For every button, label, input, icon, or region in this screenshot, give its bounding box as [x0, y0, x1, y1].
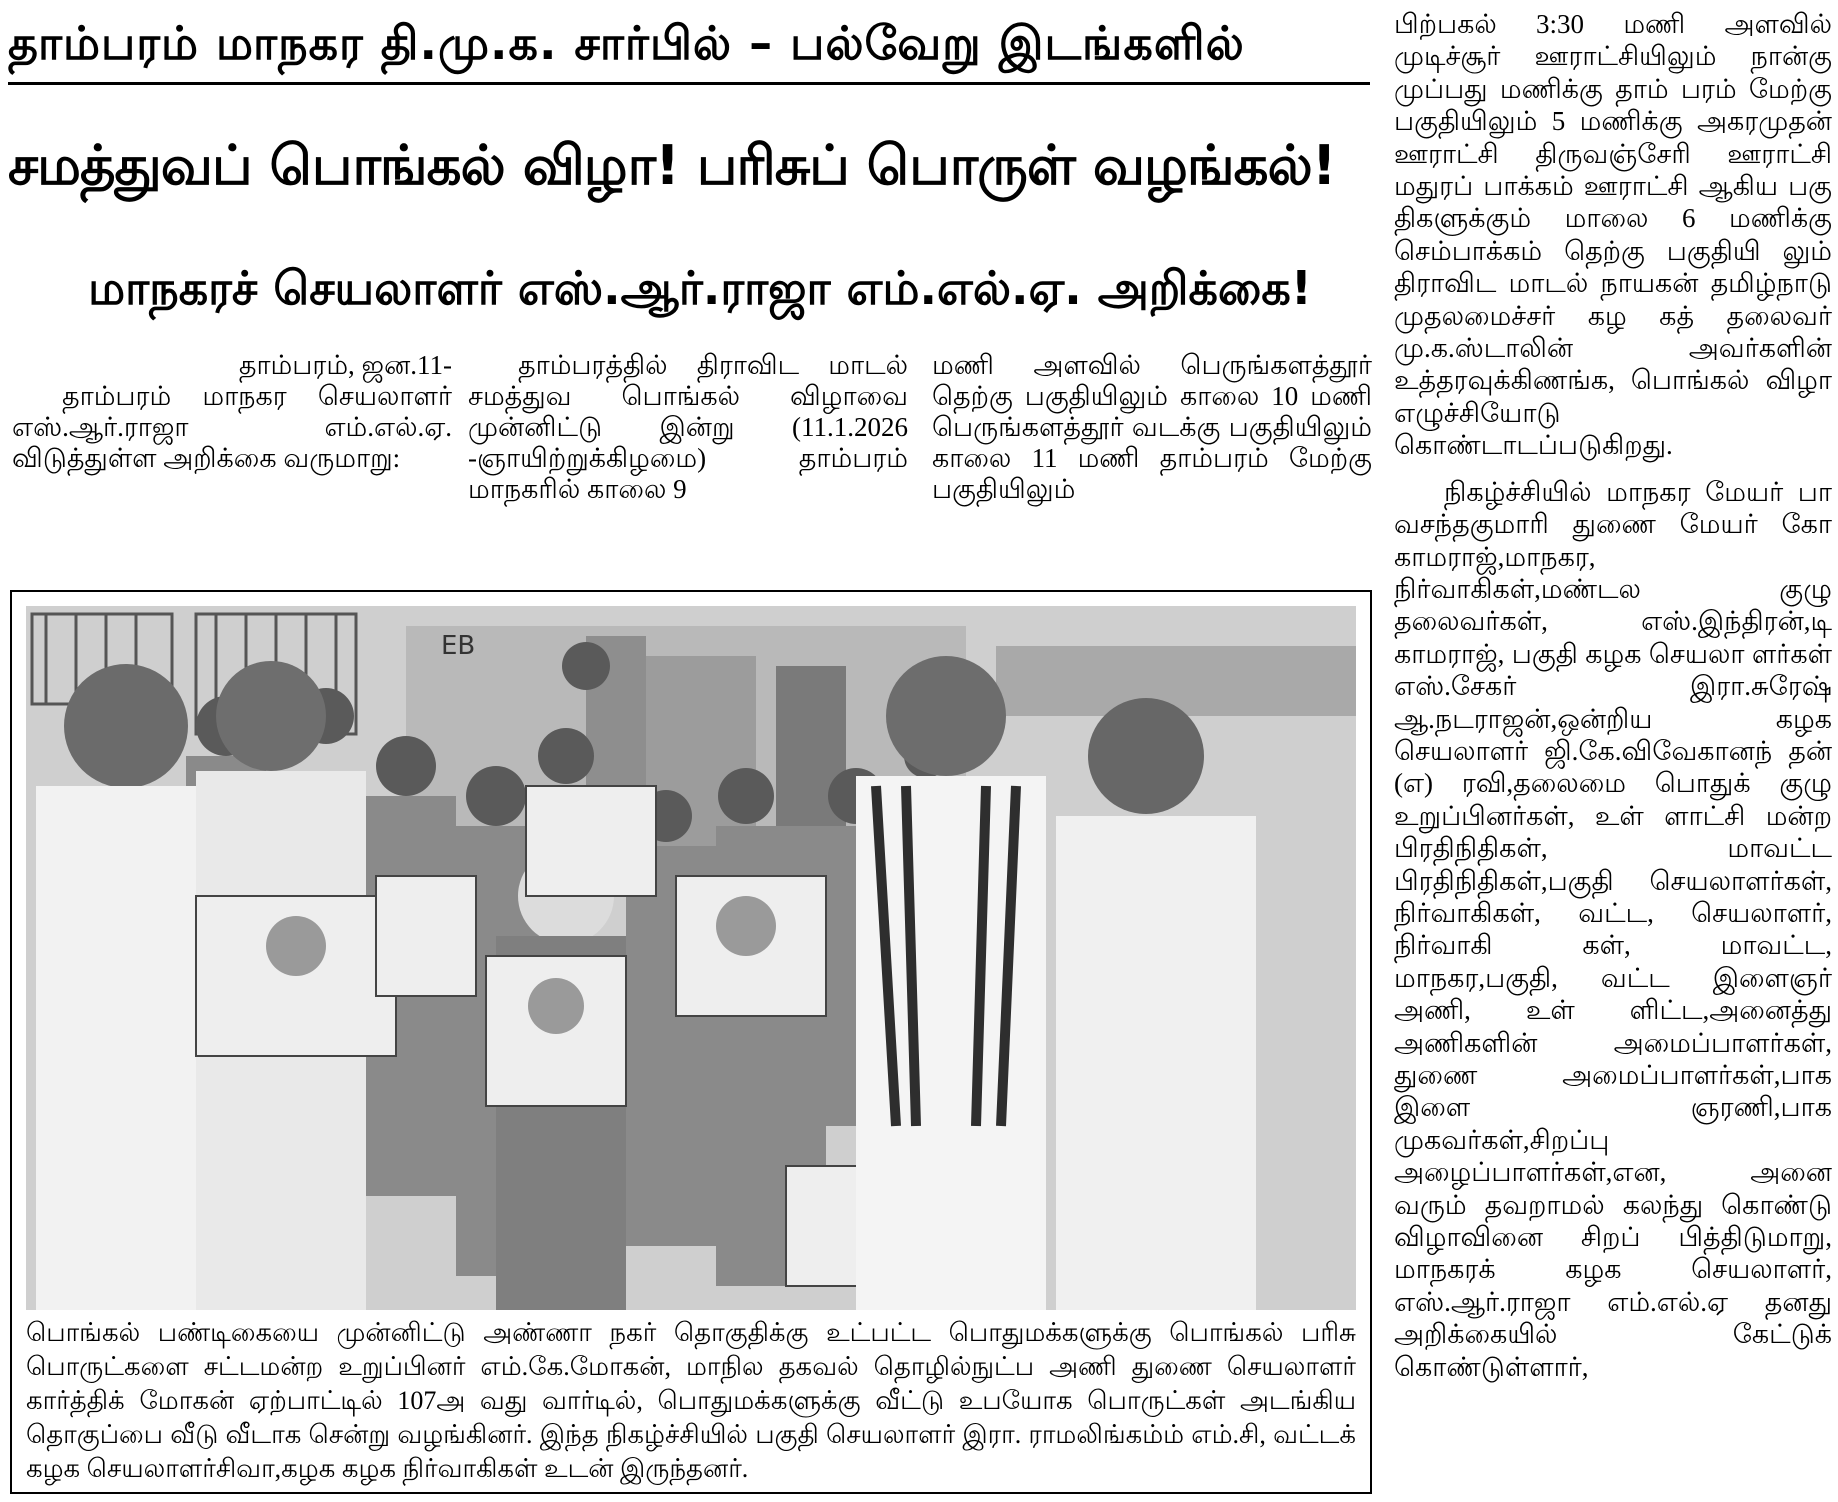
article-column-3 [932, 350, 1372, 560]
photo-illustration [26, 606, 1356, 1310]
article-right-column [1394, 8, 1832, 1498]
news-photo [26, 606, 1356, 1310]
article-col3-text: மணி அளவில் பெருங்களத்தூர் தெற்கு பகுதியிலும் காலை 10 மணி பெருங்களத்தூர் வடக்கு பகுதியிலும் காலை 11 மணி தாம்பரம் மேற்கு பகுதியிலும் [932, 350, 1372, 504]
headline-main: சமத்துவப் பொங்கல் விழா! பரிசுப் பொருள் வழங்கல்! [8, 133, 1336, 197]
photo-caption: பொங்கல் பண்டிகையை முன்னிட்டு அண்ணா நகர் தொகுதிக்கு உட்பட்ட பொதுமக்களுக்கு பொங்கல் பரிசு பொருட்களை சட்டமன்ற உறுப்பினர் எம்.கே.மோகன், மாநில தகவல் தொழில்நுட்ப அணி துணை செயலாளர் கார்த்திக் மோகன் ஏற்பாட்டில் 107அ வது வார்டில், பொதுமக்களுக்கு வீட்டு உபயோக பொருட்கள் அடங்கிய தொகுப்பை வீடு வீடாக சென்று வழங்கினர். இந்த நிகழ்ச்சியில் பகுதி செயலாளர் இரா. ராமலிங்கம்ம் எம்.சி, வட்டக் கழக செயலாளர்சிவா,கழக கழக நிர்வாகிகள் உடன் இருந்தனர். [26, 1318, 1356, 1483]
headline-kicker: தாம்பரம் மாநகர தி.மு.க. சார்பில் – பல்வேறு இடங்களில் [8, 16, 1245, 70]
photo-box [10, 590, 1372, 1494]
article-dateline: தாம்பரம், ஜன.11- [238, 350, 452, 380]
headline-subhead: மாநகரச் செயலாளர் எஸ்.ஆர்.ராஜா எம்.எல்.ஏ. அறிக்கை! [88, 261, 1312, 315]
kicker-underline [8, 82, 1370, 85]
article-column-1 [12, 350, 452, 560]
article-col2-text: தாம்பரத்தில் திராவிட மாடல் சமத்துவ பொங்கல் விழாவை முன்னிட்டு இன்று (11.1.2026 -ஞாயிற்றுக்கிழமை) தாம்பரம் மாநகரில் காலை 9 [468, 350, 908, 504]
wall-marking: EB [441, 631, 476, 661]
article-col1-text: தாம்பரம் மாநகர செயலாளர் எஸ்.ஆர்.ராஜா எம்.எல்.ஏ. விடுத்துள்ள அறிக்கை வருமாறு: [12, 381, 452, 473]
article-column-2 [468, 350, 908, 560]
article-right-para-1: பிற்பகல் 3:30 மணி அளவில் முடிச்சூர் ஊராட்சியிலும் நான்கு முப்பது மணிக்கு தாம் பரம் மேற்கு பகுதியிலும் 5 மணிக்கு அகரமுதன் ஊராட்சி திருவஞ்சேரி ஊராட்சி மதுரப் பாக்கம் ஊராட்சி ஆகிய பகு திகளுக்கும் மாலை 6 மணிக்கு செம்பாக்கம் தெற்கு பகுதியி லும் திராவிட மாடல் நாயகன் தமிழ்நாடு முதலமைச்சர் கழ கத் தலைவர் மு.க.ஸ்டாலின் அவர்களின் உத்தரவுக்கிணங்க, பொங்கல் விழா எழுச்சியோடு கொண்டாடப்படுகிறது. [1394, 9, 1832, 461]
article-right-para-2: நிகழ்ச்சியில் மாநகர மேயர் பா வசந்தகுமாரி துணை மேயர் கோ காமராஜ்,மாநகர, நிர்வாகிகள்,மண்டல குழு தலைவர்கள், எஸ்.இந்திரன்,டி காமராஜ், பகுதி கழக செயலா ளர்கள் எஸ்.சேகர் இரா.சுரேஷ் ஆ.நடராஜன்,ஒன்றிய கழக செயலாளர் ஜி.கே.விவேகானந் தன் (எ) ரவி,தலைமை பொதுக் குழு உறுப்பினர்கள், உள் ளாட்சி மன்ற பிரதிநிதிகள், மாவட்ட பிரதிநிதிகள்,பகுதி செயலாளர்கள், நிர்வாகிகள், வட்ட, செயலாளர், நிர்வாகி கள், மாவட்ட, மாநகர,பகுதி, வட்ட இளைஞர் அணி, உள் ளிட்ட,அனைத்து அணிகளின் அமைப்பாளர்கள், துணை அமைப்பாளர்கள்,பாக இளை ஞரணி,பாக முகவர்கள்,சிறப்பு அழைப்பாளர்கள்,என, அனை வரும் தவறாமல் கலந்து கொண்டு விழாவினை சிறப் பித்திடுமாறு, மாநகரக் கழக செயலாளர், எஸ்.ஆர்.ராஜா எம்.எல்.ஏ தனது அறிக்கையில் கேட்டுக் கொண்டுள்ளார், [1394, 476, 1832, 1382]
